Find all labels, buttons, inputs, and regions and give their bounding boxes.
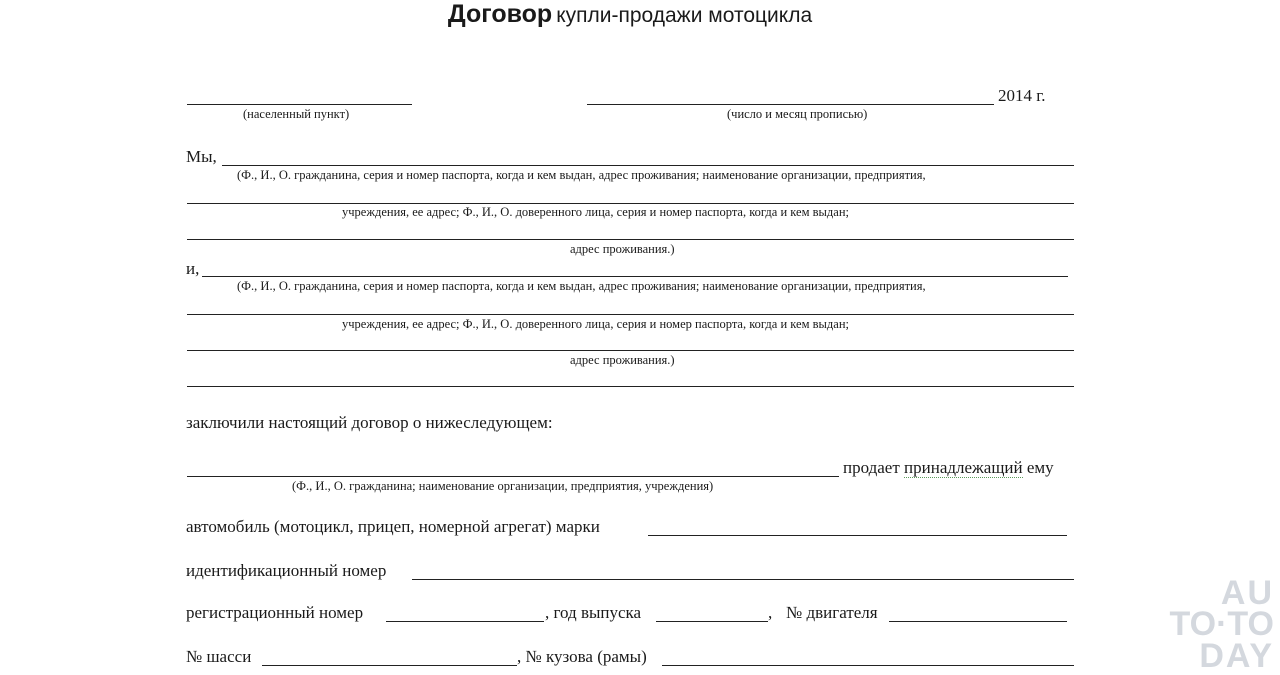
title-rest: купли-продажи мотоцикла [556,4,813,27]
date-line [587,104,994,105]
chassis-label: № шасси [186,647,252,666]
year-comma: , [768,603,773,622]
reg-label: регистрационный номер [186,603,364,622]
watermark-logo [1169,574,1274,675]
party2-line-3 [187,350,1074,351]
party1-caption-3: адрес проживания.) [570,242,675,256]
sells-word: принадлежащий [904,458,1023,477]
watermark-line-3: DAY [1199,636,1274,675]
party1-line-1 [222,165,1074,166]
watermark-line-1: AU [1220,574,1274,613]
body-line [662,665,1074,666]
vehicle-brand-line [648,535,1067,536]
sells-post: ему [1026,458,1054,477]
party2-line-4 [187,386,1074,387]
title-bold: Договор [447,0,553,28]
party1-caption-2: учреждения, ее адрес; Ф., И., О. доверенного лица, серия и номер паспорта, когда и кем выдан; [342,205,849,219]
place-caption: (населенный пункт) [243,107,350,121]
party2-line-2 [187,314,1074,315]
seller-caption: (Ф., И., О. гражданина; наименование организации, предприятия, учреждения) [292,479,714,493]
date-caption: (число и месяц прописью) [727,107,868,121]
agreement-intro: заключили настоящий договор о нижеследующем: [186,413,553,432]
party2-caption-3: адрес проживания.) [570,353,675,367]
party2-line-1 [202,276,1068,277]
seller-line [187,476,839,477]
year-label: 2014 г. [998,86,1046,105]
document-title [0,0,1260,29]
party2-caption-2: учреждения, ее адрес; Ф., И., О. доверенного лица, серия и номер паспорта, когда и кем выдан; [342,317,849,331]
sells-text [843,458,1054,478]
party1-caption-1: (Ф., И., О. гражданина, серия и номер паспорта, когда и кем выдан, адрес проживания; наименование организации, предприятия, [237,168,926,182]
reg-line [386,621,544,622]
party1-line-3 [187,239,1074,240]
year-made-label: , год выпуска [545,603,642,622]
year-made-line [656,621,768,622]
body-label: , № кузова (рамы) [517,647,647,666]
vin-label: идентификационный номер [186,561,387,580]
party1-prefix: Мы, [186,147,217,166]
place-line [187,104,412,105]
vin-line [412,579,1074,580]
party2-prefix: и, [186,259,200,278]
engine-label: № двигателя [786,603,878,622]
watermark-line-2: TO·TO [1169,605,1274,644]
party1-line-2 [187,203,1074,204]
chassis-line [262,665,517,666]
sells-pre: продает [843,458,900,477]
engine-line [889,621,1067,622]
party2-caption-1: (Ф., И., О. гражданина, серия и номер паспорта, когда и кем выдан, адрес проживания; наименование организации, предприятия, [237,279,926,293]
vehicle-label: автомобиль (мотоцикл, прицеп, номерной агрегат) марки [186,517,600,536]
